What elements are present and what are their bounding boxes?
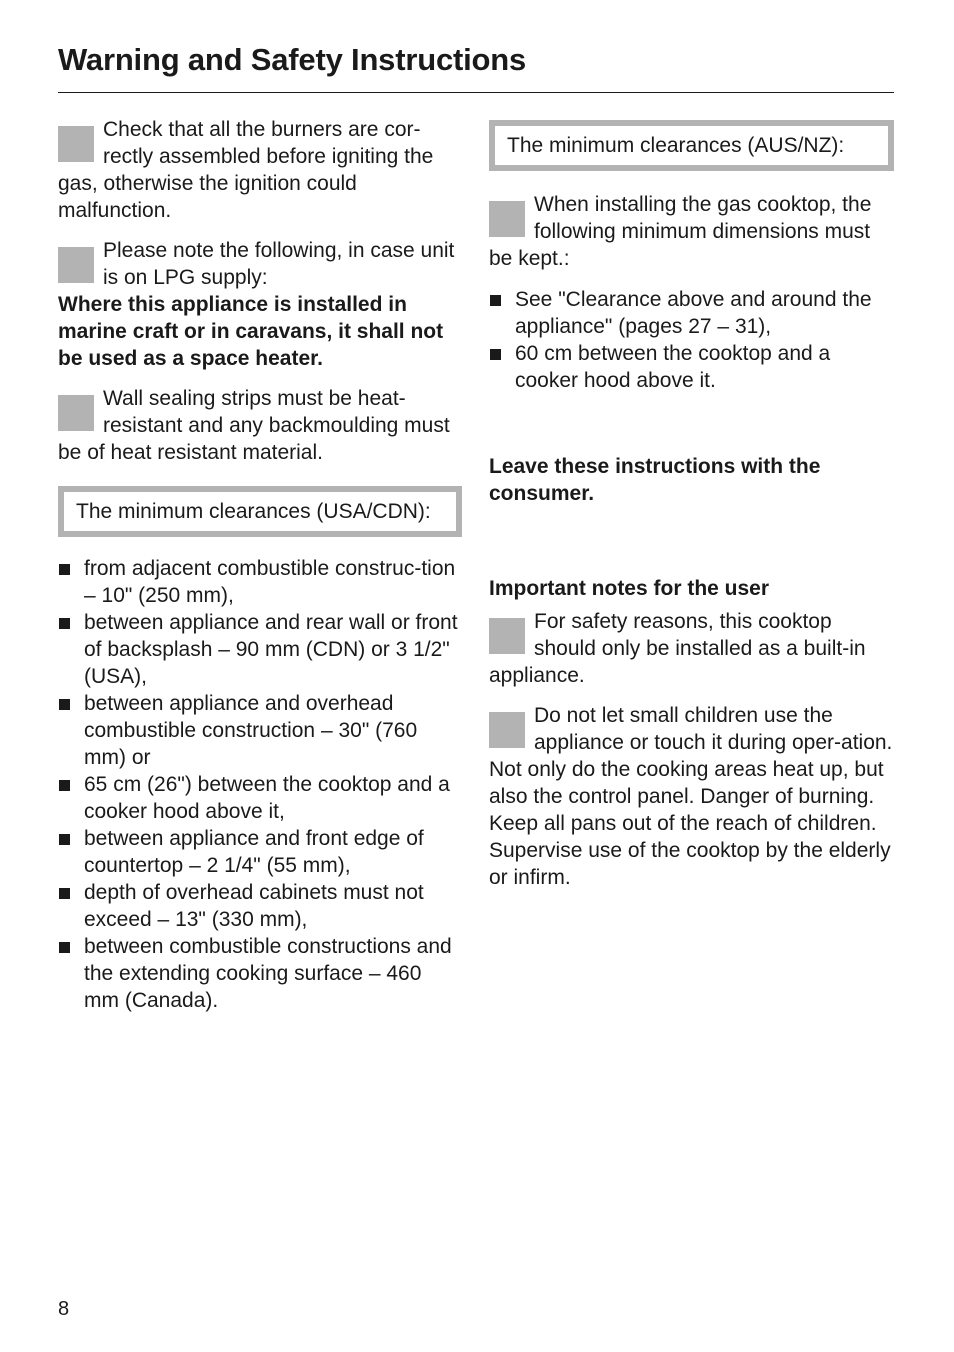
warning-text: When installing the gas cooktop, the following minimum dimensions must be kept.: [489,193,872,270]
list-item: between combustible constructions and the extending cooking surface – 460 mm (Canada). [58,933,462,1014]
warning-text: For safety reasons, this cooktop should only be installed as a built-in appliance. [489,610,866,687]
clearances-list-aus-nz [489,286,894,394]
important-notes-heading: Important notes for the user [489,577,770,600]
warning-text: Check that all the burners are correctly assembled before igniting the gas, otherwise the ignition could malfunction. [58,118,434,222]
warning-text: Please note the following, in case unit is on LPG supply: [103,239,455,289]
list-item: 60 cm between the cooktop and a cooker hood above it. [489,340,894,394]
warning-built-in [489,608,894,689]
page-title: Warning and Safety Instructions [58,42,527,77]
warning-minimum-dimensions [489,191,894,272]
warning-square-icon [58,126,94,162]
page-number: 8 [58,1298,70,1320]
clearances-box-label: The minimum clearances (AUS/NZ): [507,133,845,157]
clearances-box-usa-cdn [58,486,462,537]
warning-square-icon [58,395,94,431]
warning-square-icon [489,618,525,654]
list-item: depth of overhead cabinets must not exceed – 13" (330 mm), [58,879,462,933]
list-item: between appliance and overhead combustible construction – 30" (760 mm) or [58,690,462,771]
clearances-list-usa-cdn [58,555,462,1014]
left-column [58,116,462,1014]
warning-square-icon [489,712,525,748]
title-rule [58,92,894,93]
list-item: between appliance and front edge of countertop – 2 1/4" (55 mm), [58,825,462,879]
warning-children [489,702,894,891]
warning-burners [58,116,462,224]
leave-instructions-note: Leave these instructions with the consumer. [489,455,821,505]
warning-square-icon [489,201,525,237]
clearances-box-aus-nz [489,120,894,171]
warning-sealing-strips [58,385,462,466]
clearances-box-label: The minimum clearances (USA/CDN): [76,499,431,523]
warning-text: Do not let small children use the appliance or touch it during oper-ation. Not only do the cooking areas heat up, but also the control panel. Danger of burning. Keep all pans out of the reach of children. Supervise use of the cooktop by the elderly or infirm. [489,704,893,889]
warning-text: Wall sealing strips must be heat-resistant and any backmoulding must be of heat resistant material. [58,387,450,464]
list-item: 65 cm (26") between the cooktop and a cooker hood above it, [58,771,462,825]
warning-square-icon [58,247,94,283]
list-item: between appliance and rear wall or front of backsplash – 90 mm (CDN) or 3 1/2" (USA), [58,609,462,690]
right-column [489,116,894,904]
warning-bold-text: Where this appliance is installed in marine craft or in caravans, it shall not be used as a space heater. [58,293,444,370]
list-item: See "Clearance above and around the appliance" (pages 27 – 31), [489,286,894,340]
warning-lpg [58,237,462,372]
list-item: from adjacent combustible construc-tion – 10" (250 mm), [58,555,462,609]
